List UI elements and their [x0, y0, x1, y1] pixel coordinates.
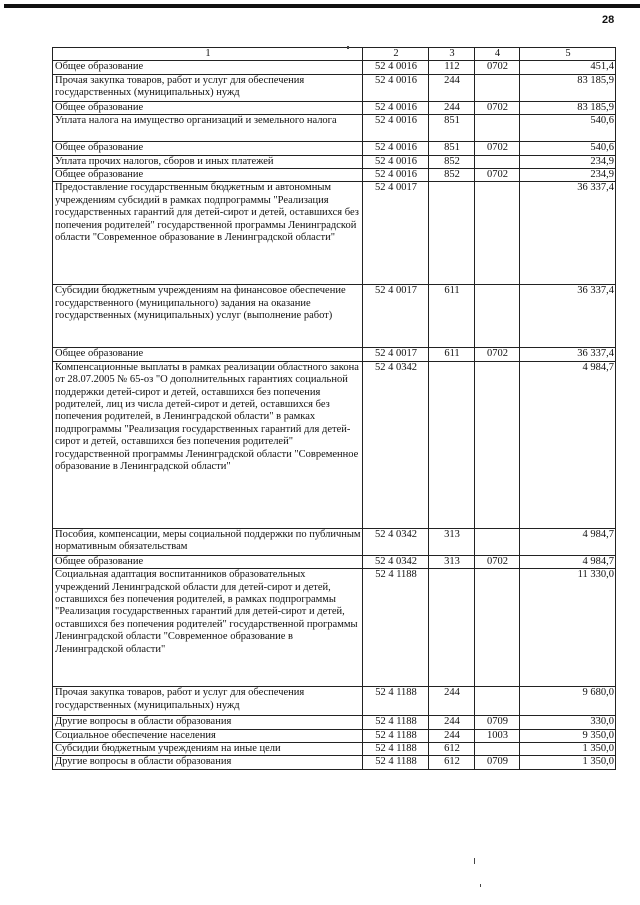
- row-csr: 52 4 0016: [363, 115, 429, 142]
- row-rz: 0702: [475, 61, 520, 74]
- row-sum: 83 185,9: [520, 74, 616, 101]
- row-sum: 4 984,7: [520, 555, 616, 568]
- row-name: Прочая закупка товаров, работ и услуг для обеспечения государственных (муниципальных) нужд: [53, 687, 363, 716]
- row-rz: [475, 115, 520, 142]
- row-sum: 1 350,0: [520, 756, 616, 769]
- scan-speck: [474, 858, 475, 864]
- table-row: [53, 61, 616, 74]
- budget-table: [52, 47, 616, 770]
- row-rz: 0709: [475, 756, 520, 769]
- row-sum: 1 350,0: [520, 743, 616, 756]
- table-row: [53, 169, 616, 182]
- row-rz: [475, 155, 520, 168]
- header-cell: 2: [363, 48, 429, 61]
- row-sum: 36 337,4: [520, 182, 616, 285]
- row-vr: 244: [429, 74, 475, 101]
- row-name: Другие вопросы в области образования: [53, 716, 363, 729]
- row-sum: 540,6: [520, 142, 616, 155]
- row-vr: 611: [429, 285, 475, 348]
- row-sum: 234,9: [520, 169, 616, 182]
- row-name: Общее образование: [53, 348, 363, 361]
- table-header-row: [53, 48, 616, 61]
- row-csr: 52 4 0017: [363, 348, 429, 361]
- row-rz: 1003: [475, 729, 520, 742]
- row-vr: [429, 361, 475, 528]
- scan-speck: [480, 884, 481, 887]
- row-csr: 52 4 1188: [363, 569, 429, 687]
- row-vr: 313: [429, 555, 475, 568]
- row-rz: 0702: [475, 348, 520, 361]
- row-csr: 52 4 1188: [363, 687, 429, 716]
- table-row: [53, 687, 616, 716]
- row-name: Общее образование: [53, 169, 363, 182]
- table-row: [53, 285, 616, 348]
- row-csr: 52 4 0342: [363, 361, 429, 528]
- row-rz: [475, 182, 520, 285]
- row-sum: 83 185,9: [520, 101, 616, 114]
- row-rz: [475, 687, 520, 716]
- row-name: Уплата прочих налогов, сборов и иных платежей: [53, 155, 363, 168]
- header-cell: 1: [53, 48, 363, 61]
- table-row: [53, 528, 616, 555]
- row-name: Общее образование: [53, 101, 363, 114]
- row-csr: 52 4 0016: [363, 101, 429, 114]
- scan-speck: [347, 46, 349, 49]
- page-number: 28: [602, 14, 615, 26]
- row-rz: [475, 74, 520, 101]
- row-vr: 244: [429, 729, 475, 742]
- row-csr: 52 4 0342: [363, 555, 429, 568]
- row-csr: 52 4 0016: [363, 61, 429, 74]
- table-row: [53, 74, 616, 101]
- row-vr: 852: [429, 155, 475, 168]
- table-row: [53, 555, 616, 568]
- row-csr: 52 4 0017: [363, 182, 429, 285]
- scan-top-border: [4, 4, 640, 8]
- row-rz: [475, 743, 520, 756]
- row-name: Другие вопросы в области образования: [53, 756, 363, 769]
- row-vr: 611: [429, 348, 475, 361]
- row-name: Социальная адаптация воспитанников образовательных учреждений Ленинградской области для детей-сирот и детей, оставшихся без попечения родителей, в рамках подпрограммы "Реализация государственных гарантий для детей-сирот и детей, оставшихся без попечения родителей" государственной программы Ленинградской области "Современное образование в Ленинградской области": [53, 569, 363, 687]
- table-row: [53, 569, 616, 687]
- table-row: [53, 729, 616, 742]
- row-csr: 52 4 1188: [363, 729, 429, 742]
- row-sum: 540,6: [520, 115, 616, 142]
- row-csr: 52 4 1188: [363, 743, 429, 756]
- row-csr: 52 4 0342: [363, 528, 429, 555]
- header-cell: 5: [520, 48, 616, 61]
- row-sum: 36 337,4: [520, 348, 616, 361]
- row-csr: 52 4 1188: [363, 716, 429, 729]
- row-vr: 112: [429, 61, 475, 74]
- row-name: Компенсационные выплаты в рамках реализации областного закона от 28.07.2005 № 65-оз "О дополнительных гарантиях социальной поддержки детей-сирот и детей, оставшихся без попечения родителей, лиц из числа детей-сирот и детей, оставшихся без попечения родителей, в Ленинградской области" в рамках подпрограммы "Реализация государственных гарантий для детей-сирот и детей, оставшихся без попечения родителей" государственной программы Ленинградской области "Современное образование в Ленинградской области": [53, 361, 363, 528]
- row-vr: [429, 569, 475, 687]
- row-name: Общее образование: [53, 555, 363, 568]
- row-rz: [475, 528, 520, 555]
- row-name: Социальное обеспечение населения: [53, 729, 363, 742]
- row-sum: 9 350,0: [520, 729, 616, 742]
- row-rz: [475, 569, 520, 687]
- row-sum: 36 337,4: [520, 285, 616, 348]
- row-vr: 852: [429, 169, 475, 182]
- header-cell: 4: [475, 48, 520, 61]
- row-name: Субсидии бюджетным учреждениям на иные цели: [53, 743, 363, 756]
- row-name: Общее образование: [53, 142, 363, 155]
- row-rz: 0702: [475, 142, 520, 155]
- row-sum: 451,4: [520, 61, 616, 74]
- row-csr: 52 4 0016: [363, 142, 429, 155]
- row-rz: 0702: [475, 169, 520, 182]
- table-row: [53, 155, 616, 168]
- row-csr: 52 4 0016: [363, 74, 429, 101]
- table-row: [53, 716, 616, 729]
- row-name: Предоставление государственным бюджетным и автономным учреждениям субсидий в рамках подпрограммы "Реализация государственных гарантий для детей-сирот и детей, оставшихся без попечения родителей" государственной программы Ленинградской области "Современное образование в Ленинградской области": [53, 182, 363, 285]
- row-rz: [475, 361, 520, 528]
- table-row: [53, 115, 616, 142]
- row-sum: 4 984,7: [520, 528, 616, 555]
- table-row: [53, 182, 616, 285]
- row-csr: 52 4 0016: [363, 155, 429, 168]
- table-row: [53, 142, 616, 155]
- row-name: Общее образование: [53, 61, 363, 74]
- table-row: [53, 101, 616, 114]
- table-row: [53, 756, 616, 769]
- row-sum: 11 330,0: [520, 569, 616, 687]
- row-vr: 313: [429, 528, 475, 555]
- row-name: Прочая закупка товаров, работ и услуг для обеспечения государственных (муниципальных) нужд: [53, 74, 363, 101]
- row-vr: 851: [429, 115, 475, 142]
- row-name: Уплата налога на имущество организаций и земельного налога: [53, 115, 363, 142]
- row-rz: [475, 285, 520, 348]
- row-name: Пособия, компенсации, меры социальной поддержки по публичным нормативным обязательствам: [53, 528, 363, 555]
- header-cell: 3: [429, 48, 475, 61]
- table-row: [53, 361, 616, 528]
- table-row: [53, 743, 616, 756]
- row-csr: 52 4 0016: [363, 169, 429, 182]
- table-row: [53, 348, 616, 361]
- row-vr: 612: [429, 743, 475, 756]
- row-name: Субсидии бюджетным учреждениям на финансовое обеспечение государственного (муниципального) задания на оказание государственных (муниципальных) услуг (выполнение работ): [53, 285, 363, 348]
- row-sum: 4 984,7: [520, 361, 616, 528]
- row-vr: 244: [429, 101, 475, 114]
- row-vr: 851: [429, 142, 475, 155]
- row-vr: 612: [429, 756, 475, 769]
- row-sum: 9 680,0: [520, 687, 616, 716]
- row-csr: 52 4 0017: [363, 285, 429, 348]
- row-rz: 0709: [475, 716, 520, 729]
- row-rz: 0702: [475, 555, 520, 568]
- row-csr: 52 4 1188: [363, 756, 429, 769]
- row-sum: 330,0: [520, 716, 616, 729]
- row-vr: [429, 182, 475, 285]
- row-vr: 244: [429, 716, 475, 729]
- row-sum: 234,9: [520, 155, 616, 168]
- row-rz: 0702: [475, 101, 520, 114]
- row-vr: 244: [429, 687, 475, 716]
